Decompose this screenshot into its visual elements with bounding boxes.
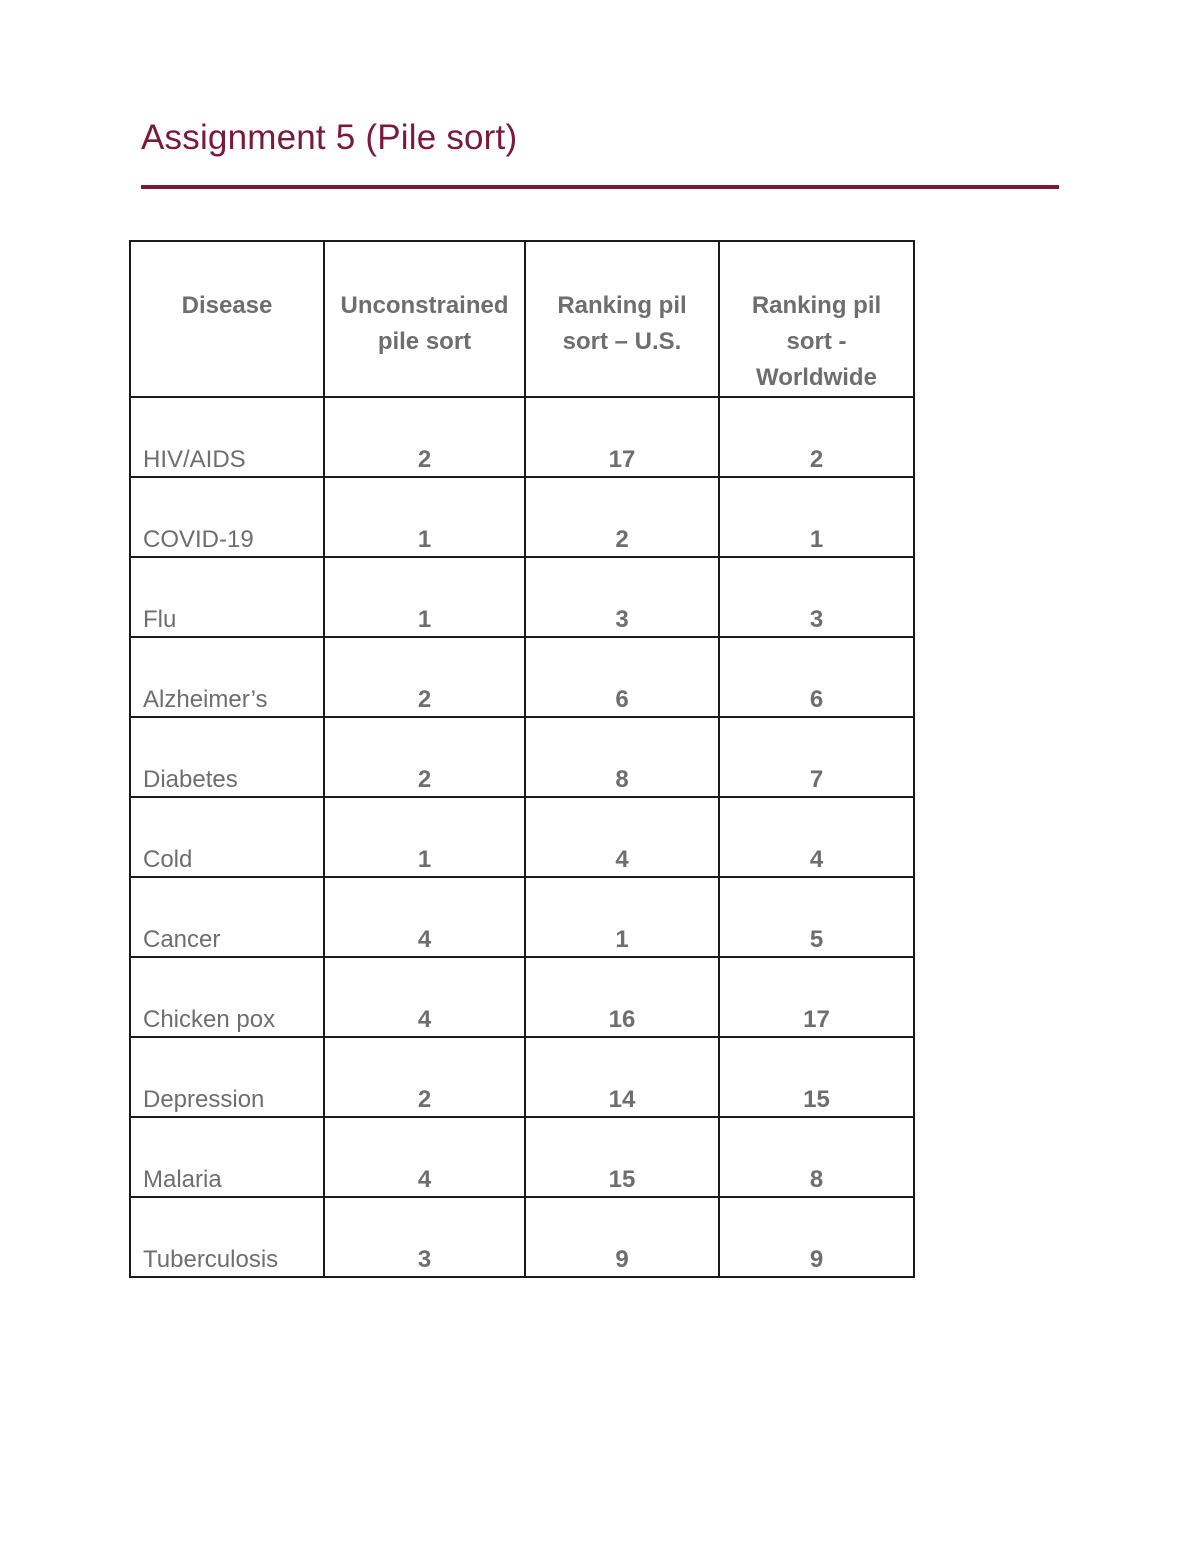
header-ranking-worldwide: Ranking pil sort - Worldwide (719, 241, 914, 397)
cell-unconstrained: 2 (324, 637, 525, 717)
cell-ranking-us: 14 (525, 1037, 719, 1117)
cell-unconstrained: 2 (324, 717, 525, 797)
table-row (130, 637, 914, 717)
table-row (130, 1197, 914, 1277)
cell-ranking-us: 9 (525, 1197, 719, 1277)
cell-ranking-worldwide: 1 (719, 477, 914, 557)
table-row (130, 957, 914, 1037)
header-unconstrained: Unconstrained pile sort (324, 241, 525, 397)
cell-disease: Cancer (130, 877, 324, 957)
cell-disease: Cold (130, 797, 324, 877)
cell-disease: Alzheimer’s (130, 637, 324, 717)
cell-unconstrained: 2 (324, 397, 525, 477)
cell-disease: Depression (130, 1037, 324, 1117)
cell-unconstrained: 1 (324, 557, 525, 637)
cell-disease: Malaria (130, 1117, 324, 1197)
cell-unconstrained: 4 (324, 1117, 525, 1197)
cell-unconstrained: 1 (324, 477, 525, 557)
cell-disease: Flu (130, 557, 324, 637)
cell-ranking-us: 8 (525, 717, 719, 797)
cell-ranking-worldwide: 3 (719, 557, 914, 637)
cell-disease: COVID-19 (130, 477, 324, 557)
cell-ranking-worldwide: 2 (719, 397, 914, 477)
table-row (130, 477, 914, 557)
cell-ranking-worldwide: 5 (719, 877, 914, 957)
cell-ranking-us: 17 (525, 397, 719, 477)
title-divider (141, 185, 1059, 189)
header-ranking-us: Ranking pil sort – U.S. (525, 241, 719, 397)
cell-ranking-us: 15 (525, 1117, 719, 1197)
cell-ranking-us: 6 (525, 637, 719, 717)
cell-disease: Tuberculosis (130, 1197, 324, 1277)
pile-sort-table (129, 240, 915, 1278)
cell-unconstrained: 4 (324, 877, 525, 957)
cell-ranking-worldwide: 9 (719, 1197, 914, 1277)
table-row (130, 797, 914, 877)
cell-ranking-us: 1 (525, 877, 719, 957)
table-row (130, 717, 914, 797)
cell-unconstrained: 1 (324, 797, 525, 877)
table-row (130, 557, 914, 637)
table-row (130, 1037, 914, 1117)
cell-ranking-worldwide: 4 (719, 797, 914, 877)
cell-unconstrained: 2 (324, 1037, 525, 1117)
cell-ranking-us: 2 (525, 477, 719, 557)
cell-disease: Diabetes (130, 717, 324, 797)
table-row (130, 1117, 914, 1197)
table-header-row (130, 241, 914, 397)
cell-disease: HIV/AIDS (130, 397, 324, 477)
cell-ranking-worldwide: 7 (719, 717, 914, 797)
cell-ranking-us: 3 (525, 557, 719, 637)
cell-ranking-us: 4 (525, 797, 719, 877)
cell-ranking-us: 16 (525, 957, 719, 1037)
cell-ranking-worldwide: 8 (719, 1117, 914, 1197)
header-disease: Disease (130, 241, 324, 397)
cell-unconstrained: 3 (324, 1197, 525, 1277)
cell-ranking-worldwide: 17 (719, 957, 914, 1037)
cell-unconstrained: 4 (324, 957, 525, 1037)
cell-ranking-worldwide: 6 (719, 637, 914, 717)
table-row (130, 877, 914, 957)
page-title: Assignment 5 (Pile sort) (141, 118, 518, 157)
table-row (130, 397, 914, 477)
cell-disease: Chicken pox (130, 957, 324, 1037)
cell-ranking-worldwide: 15 (719, 1037, 914, 1117)
table-body (130, 397, 914, 1277)
